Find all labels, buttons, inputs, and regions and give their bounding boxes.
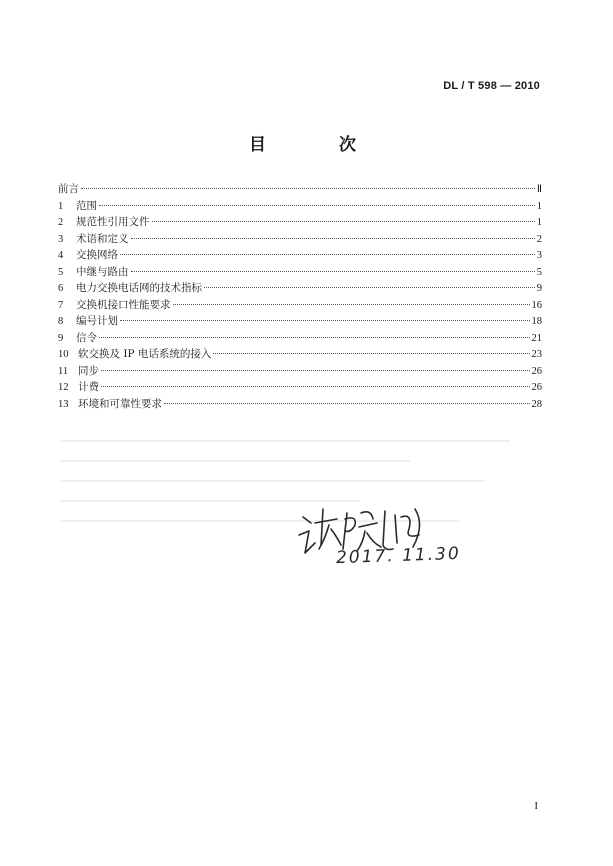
toc-entry[interactable] <box>58 346 542 363</box>
toc-leader-dots <box>81 187 535 189</box>
toc-leader-dots <box>120 253 535 255</box>
toc-entry-number: 7 <box>58 299 64 311</box>
toc-entry-label: 交换网络 <box>76 249 118 261</box>
toc-entry-label: 中继与路由 <box>76 265 129 278</box>
toc-entry-page: 18 <box>531 316 542 327</box>
toc-entry-label: 计费 <box>78 381 99 393</box>
toc-entry[interactable] <box>58 379 542 396</box>
toc-entry-page: 1 <box>536 217 542 228</box>
toc-entry-number: 5 <box>58 266 64 278</box>
toc-entry-page: 9 <box>536 283 542 294</box>
toc-entry-page: 23 <box>531 349 542 360</box>
toc-entry[interactable] <box>58 297 542 314</box>
toc-entry-label: 术语和定义 <box>76 232 129 245</box>
toc-leader-dots <box>213 352 529 354</box>
toc-entry-label: 交换机接口性能要求 <box>76 298 171 311</box>
toc-entry[interactable] <box>58 214 542 231</box>
signature-date: 2017. 11.30 <box>335 543 462 569</box>
toc-entry-number: 8 <box>58 316 64 327</box>
toc-leader-dots <box>101 369 530 371</box>
toc-entry-label: 编号计划 <box>76 315 118 327</box>
toc-entry-number: 4 <box>58 250 64 261</box>
toc-entry[interactable] <box>58 247 542 264</box>
toc-entry-number: 13 <box>58 398 69 410</box>
toc-entry-number: 11 <box>58 365 69 377</box>
toc-entry-page: 16 <box>531 299 542 311</box>
toc-entry-label: 信令 <box>76 331 97 344</box>
toc-leader-dots <box>204 286 535 288</box>
toc-entry-page: 2 <box>536 233 542 245</box>
toc-entry[interactable] <box>58 330 542 347</box>
toc-leader-dots <box>99 204 535 206</box>
toc-entry[interactable] <box>58 313 542 330</box>
toc-leader-dots <box>131 237 535 239</box>
toc-entry-label: 范围 <box>76 199 97 212</box>
toc-entry[interactable] <box>58 198 542 215</box>
toc-leader-dots <box>164 402 530 404</box>
toc-leader-dots <box>120 319 530 321</box>
table-of-contents <box>58 181 542 412</box>
toc-entry-page: 28 <box>531 398 542 410</box>
toc-entry-label: 同步 <box>78 364 99 377</box>
toc-entry-label: 软交换及 IP 电话系统的接入 <box>78 348 212 360</box>
toc-entry[interactable] <box>58 280 542 297</box>
toc-leader-dots <box>131 270 535 272</box>
toc-entry-number: 12 <box>58 382 69 393</box>
toc-entry-number: 9 <box>58 332 64 344</box>
toc-entry-number: 2 <box>58 217 64 228</box>
toc-leader-dots <box>173 303 530 305</box>
toc-entry-label: 前言 <box>58 183 79 195</box>
toc-entry-number: 1 <box>58 200 64 212</box>
toc-entry-page: 1 <box>536 200 542 212</box>
toc-entry-label: 电力交换电话网的技术指标 <box>76 282 202 294</box>
toc-entry-page: 21 <box>531 332 542 344</box>
document-code: DL / T 598 — 2010 <box>443 80 540 92</box>
toc-entry-number: 6 <box>58 283 64 294</box>
handwritten-signature <box>285 495 445 580</box>
page-title: 目 次 <box>249 135 384 155</box>
toc-entry-label: 环境和可靠性要求 <box>78 397 162 410</box>
toc-entry[interactable] <box>58 181 542 198</box>
toc-entry[interactable] <box>58 264 542 281</box>
toc-entry-page: 26 <box>531 382 542 393</box>
page-number: I <box>534 800 538 812</box>
toc-entry-number: 10 <box>58 349 69 360</box>
toc-leader-dots <box>101 385 530 387</box>
toc-leader-dots <box>152 220 535 222</box>
toc-entry-page: 26 <box>531 365 542 377</box>
toc-entry-label: 规范性引用文件 <box>76 216 150 228</box>
toc-entry-page: 5 <box>536 266 542 278</box>
toc-entry[interactable] <box>58 231 542 248</box>
toc-entry-page: 3 <box>536 250 542 261</box>
toc-entry[interactable] <box>58 363 542 380</box>
toc-entry[interactable] <box>58 396 542 413</box>
toc-entry-number: 3 <box>58 233 64 245</box>
toc-entry-page: Ⅱ <box>536 184 542 195</box>
toc-leader-dots <box>99 336 530 338</box>
